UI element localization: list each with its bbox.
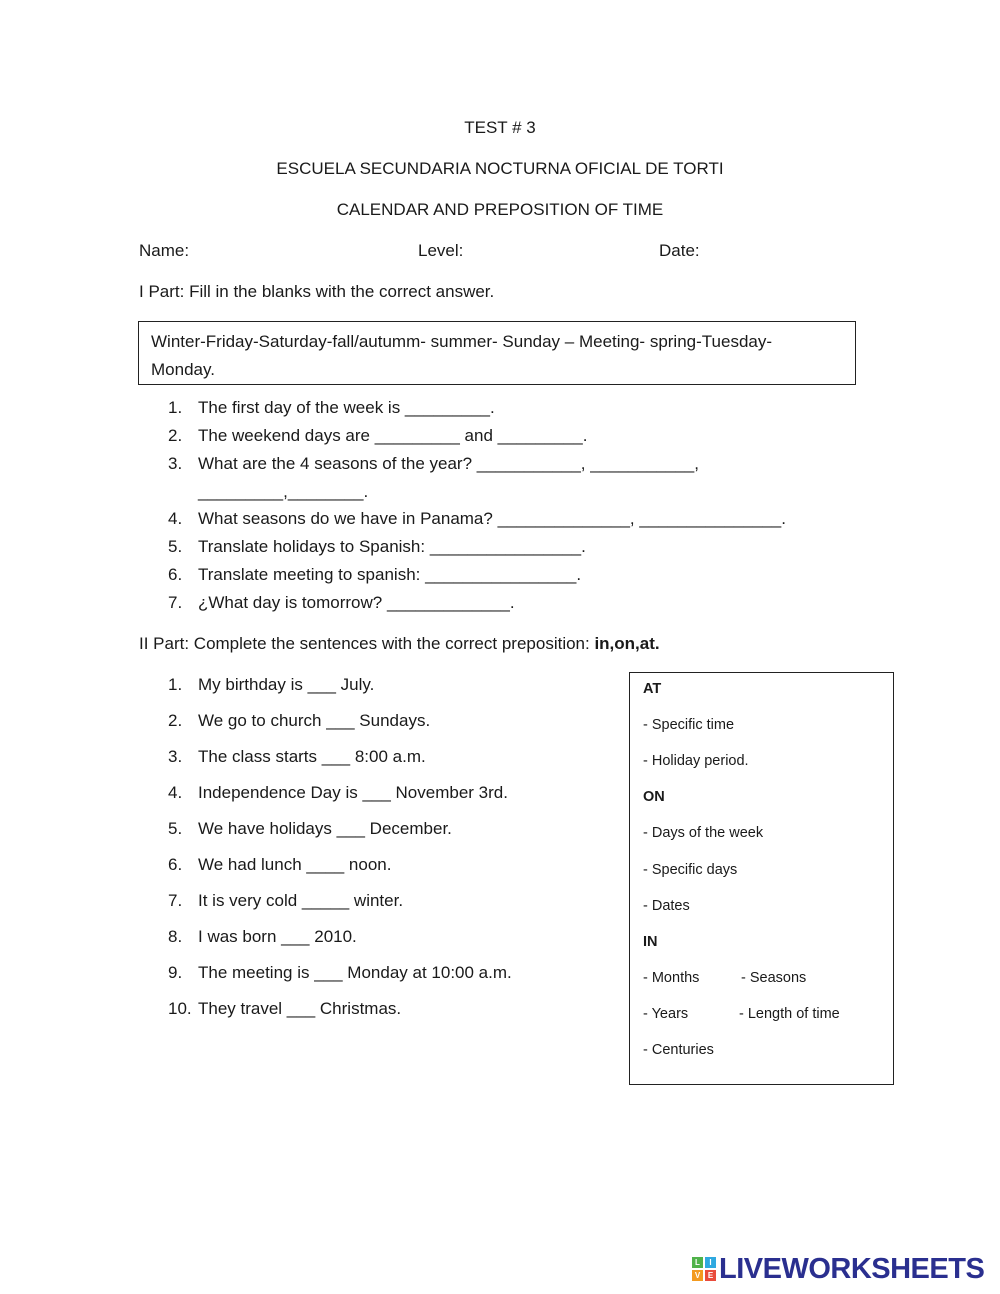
rule-item: - Seasons: [741, 970, 807, 986]
rule-heading-in: IN: [643, 934, 658, 950]
item-text[interactable]: I was born ___ 2010.: [198, 927, 357, 946]
part2-instruction-text: II Part: Complete the sentences with the correct preposition:: [139, 634, 595, 653]
item-number: 6.: [168, 855, 183, 874]
logo-text: LIVEWORKSHEETS: [719, 1252, 985, 1285]
list-item: [168, 855, 391, 875]
list-item: [168, 747, 426, 767]
list-item: [168, 509, 786, 529]
item-text[interactable]: ¿What day is tomorrow? _____________.: [198, 593, 515, 612]
list-item: [168, 711, 430, 731]
item-text[interactable]: What seasons do we have in Panama? ______________, _______________.: [198, 509, 786, 528]
item-text[interactable]: The weekend days are _________ and _________.: [198, 426, 588, 445]
rule-item: - Length of time: [739, 1006, 840, 1022]
list-item: [168, 927, 357, 947]
item-text[interactable]: Translate meeting to spanish: ________________.: [198, 565, 582, 584]
rule-item: - Specific days: [643, 862, 738, 878]
test-number: TEST # 3: [464, 118, 536, 137]
item-number: 7.: [168, 593, 183, 612]
list-item: [168, 398, 495, 418]
logo-tiles-icon: [692, 1257, 716, 1281]
preposition-rules-box: [629, 672, 894, 1085]
part2-instruction: [139, 634, 660, 654]
item-text[interactable]: My birthday is ___ July.: [198, 675, 375, 694]
rule-item: - Years: [643, 1006, 689, 1022]
list-item: [168, 565, 581, 585]
item-number: 8.: [168, 927, 183, 946]
item-number: 3.: [168, 747, 183, 766]
item-number: 5.: [168, 537, 183, 556]
list-item: [168, 999, 401, 1019]
list-item: [168, 891, 403, 911]
item-text[interactable]: The meeting is ___ Monday at 10:00 a.m.: [198, 963, 512, 982]
rule-item: - Days of the week: [643, 825, 764, 841]
item-text[interactable]: They travel ___ Christmas.: [198, 999, 402, 1018]
word-bank-box: [138, 321, 856, 385]
item-number: 3.: [168, 454, 183, 473]
logo-tile: E: [705, 1270, 716, 1281]
item-number: 1.: [168, 398, 183, 417]
item-text[interactable]: It is very cold _____ winter.: [198, 891, 404, 910]
item-number: 5.: [168, 819, 183, 838]
item-text[interactable]: We had lunch ____ noon.: [198, 855, 392, 874]
rule-item: - Dates: [643, 898, 690, 914]
rule-heading-at: AT: [643, 681, 662, 697]
list-item: [168, 783, 508, 803]
item-number: 4.: [168, 783, 183, 802]
item-text[interactable]: The class starts ___ 8:00 a.m.: [198, 747, 426, 766]
liveworksheets-logo: [692, 1253, 984, 1285]
item-text-continuation[interactable]: _________,________.: [198, 482, 369, 501]
item-text[interactable]: What are the 4 seasons of the year? ___________, ___________,: [198, 454, 699, 473]
date-field-label: Date:: [659, 241, 700, 260]
rule-heading-on: ON: [643, 789, 665, 805]
item-number: 10.: [168, 999, 192, 1018]
list-item: [168, 593, 515, 613]
item-text[interactable]: We go to church ___ Sundays.: [198, 711, 431, 730]
rule-item: - Specific time: [643, 717, 735, 733]
list-item: [168, 454, 699, 474]
word-bank-line-2: Monday.: [151, 360, 215, 379]
item-number: 4.: [168, 509, 183, 528]
rule-item: - Months: [643, 970, 700, 986]
rule-item: - Holiday period.: [643, 753, 749, 769]
level-field-label: Level:: [418, 241, 464, 260]
item-number: 6.: [168, 565, 183, 584]
worksheet-topic: CALENDAR AND PREPOSITION OF TIME: [336, 200, 664, 219]
rule-item: - Centuries: [643, 1042, 714, 1058]
logo-tile: V: [692, 1270, 703, 1281]
list-item: [168, 426, 587, 446]
item-text[interactable]: Translate holidays to Spanish: ________________.: [198, 537, 586, 556]
item-text[interactable]: Independence Day is ___ November 3rd.: [198, 783, 508, 802]
item-number: 1.: [168, 675, 183, 694]
part1-instruction: I Part: Fill in the blanks with the correct answer.: [139, 282, 495, 301]
name-field-label: Name:: [139, 241, 190, 260]
item-number: 2.: [168, 711, 183, 730]
word-bank-line-1: Winter-Friday-Saturday-fall/autumm- summer- Sunday – Meeting- spring-Tuesday-: [151, 332, 773, 351]
item-number: 9.: [168, 963, 183, 982]
list-item: [168, 537, 586, 557]
part2-prepositions: in,on,at.: [594, 634, 660, 653]
school-name: ESCUELA SECUNDARIA NOCTURNA OFICIAL DE TORTI: [276, 159, 724, 178]
list-item: [168, 675, 374, 695]
item-text[interactable]: The first day of the week is _________.: [198, 398, 495, 417]
item-text[interactable]: We have holidays ___ December.: [198, 819, 452, 838]
item-number: 7.: [168, 891, 183, 910]
logo-tile: L: [692, 1257, 703, 1268]
list-item: [168, 963, 512, 983]
list-item: [168, 819, 452, 839]
item-number: 2.: [168, 426, 183, 445]
logo-tile: I: [705, 1257, 716, 1268]
